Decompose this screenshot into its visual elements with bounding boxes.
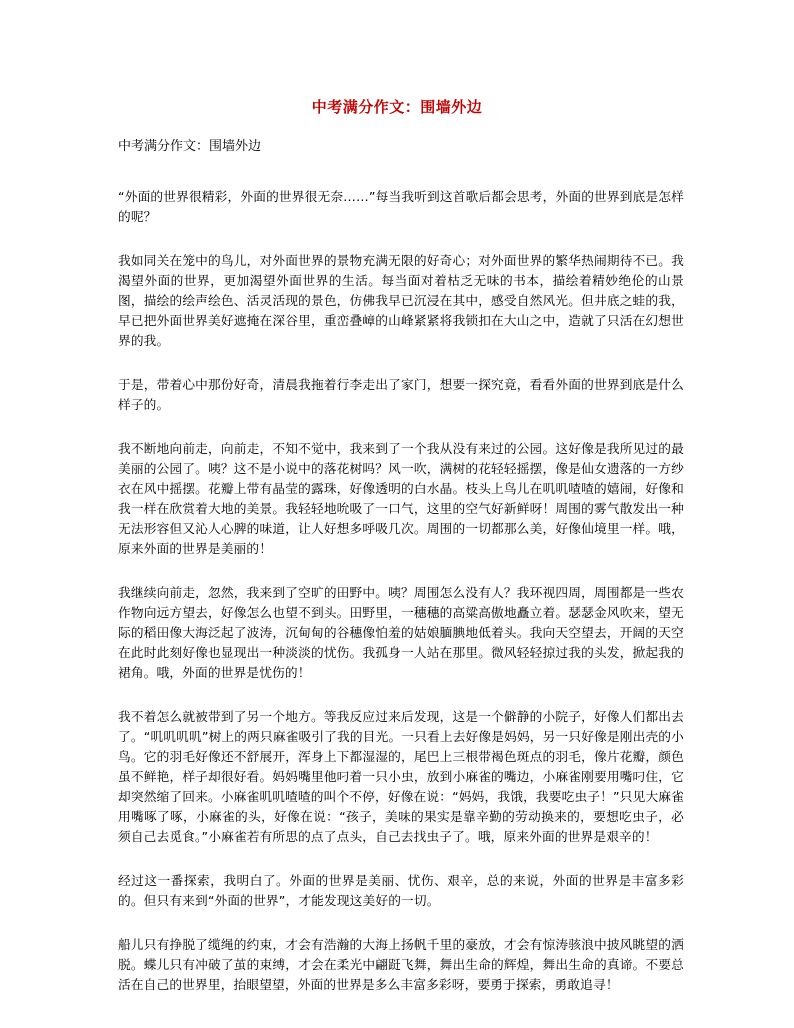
paragraph: 我不断地向前走，向前走，不知不觉中，我来到了一个我从没有来过的公园。这好像是我所见过的最美丽的公园了。咦？这不是小说中的落花树吗？风一吹，满树的花轻轻摇摆，像是仙女遗落的一方纱衣在风中摇摆。花瓣上带有晶莹的露珠，好像透明的白水晶。枝头上鸟儿在叽叽喳喳的嬉闹，好像和我一样在欣赏着大地的美景。我轻轻地吮吸了一口气，这里的空气好新鲜呀！周围的雾气散发出一种无法形容但又沁人心脾的味道，让人好想多呼吸几次。周围的一切都那么美，好像仙境里一样。哦，原来外面的世界是美丽的！ (118, 441, 684, 556)
paragraph: 我继续向前走，忽然，我来到了空旷的田野中。咦？周围怎么没有人？我环视四周，周围都是一些农作物向远方望去，好像怎么也望不到头。田野里，一穗穗的高粱高傲地矗立着。瑟瑟金风吹来，望无际的稻田像大海泛起了波涛，沉甸甸的谷穗像怕羞的姑娘腼腆地低着头。我向天空望去，开阔的天空在此时此刻好像也显现出一种淡淡的忧伤。我孤身一人站在那里。微风轻轻掠过我的头发，掀起我的裙角。哦，外面的世界是忧伤的！ (118, 585, 684, 680)
paragraph: 经过这一番探索，我明白了。外面的世界是美丽、忧伤、艰辛，总的来说，外面的世界是丰富多彩的。但只有来到“外面的世界”，才能发现这美好的一切。 (118, 873, 684, 908)
document-body (118, 187, 684, 1019)
paragraph: 船儿只有挣脱了缆绳的约束，才会有浩瀚的大海上扬帆千里的豪放，才会有惊涛骇浪中披风眺望的洒脱。蝶儿只有冲破了茧的束缚，才会在柔光中翩跹飞舞，舞出生命的辉煌，舞出生命的真谛。不要总活在自己的世界里，抬眼望望，外面的世界是多么丰富多彩呀，要勇于探索，勇敢追寻！ (118, 937, 684, 992)
paragraph: 我不着怎么就被带到了另一个地方。等我反应过来后发现，这是一个僻静的小院子，好像人们都出去了。“叽叽叽叽”树上的两只麻雀吸引了我的目光。一只看上去好像是妈妈，另一只好像是刚出壳的小鸟。它的羽毛好像还不舒展开，浑身上下都湿湿的，尾巴上三根带褐色斑点的羽毛，像片花瓣，颜色虽不鲜艳，样子却很好看。妈妈嘴里他叼着一只小虫，放到小麻雀的嘴边，小麻雀刚要用嘴叼住，它却突然缩了回来。小麻雀叽叽喳喳的叫个不停，好像在说：“妈妈，我饿，我要吃虫子！”只见大麻雀用嘴啄了啄，小麻雀的头，好像在说：“孩子，美味的果实是靠辛勤的劳动换来的，要想吃虫子，必须自己去觅食。”小麻雀若有所思的点了点头，自己去找虫子了。哦，原来外面的世界是艰辛的！ (118, 709, 684, 844)
paragraph: 我如同关在笼中的鸟儿，对外面世界的景物充满无限的好奇心；对外面世界的繁华热闹期待不已。我渴望外面的世界，更加渴望外面世界的生活。每当面对着枯乏无味的书本，描绘着精妙绝伦的山景图，描绘的绘声绘色、活灵活现的景色，仿佛我早已沉浸在其中，感受自然风光。但井底之蛙的我，早已把外面世界美好遮掩在深谷里，重峦叠嶂的山峰紧紧将我锁扣在大山之中，造就了只活在幻想世界的我。 (118, 253, 684, 348)
document-title: 中考满分作文：围墙外边 (311, 98, 483, 116)
paragraph: “外面的世界很精彩，外面的世界很无奈……”每当我听到这首歌后都会思考，外面的世界到底是怎样的呢？ (118, 189, 684, 224)
document-subtitle: 中考满分作文：围墙外边 (118, 139, 262, 154)
paragraph: 于是，带着心中那份好奇，清晨我拖着行李走出了家门，想要一探究竟，看看外面的世界到底是什么样子的。 (118, 377, 684, 412)
